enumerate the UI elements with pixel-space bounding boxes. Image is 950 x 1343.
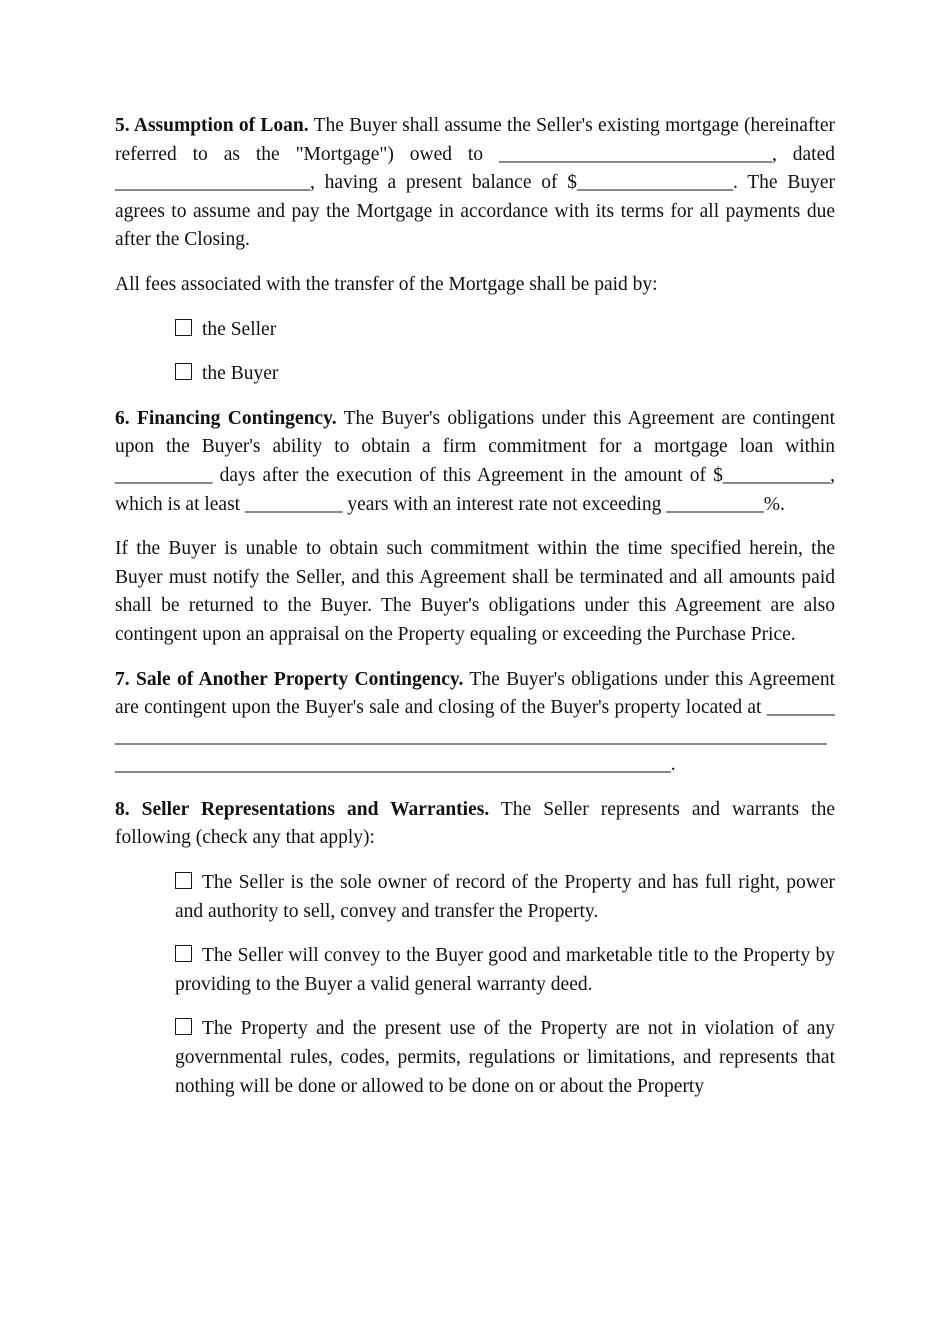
section-6-paragraph	[115, 405, 835, 519]
fees-option-seller-label: the Seller	[202, 318, 277, 340]
warranty-item-no-violation	[175, 1015, 835, 1101]
section-7-body: The Buyer's obligations under this Agreement are contingent upon the Buyer's sale and closing of the Buyer's property located at	[115, 668, 836, 719]
checkbox-unchecked-icon[interactable]	[175, 319, 192, 336]
checkbox-unchecked-icon[interactable]	[175, 872, 192, 889]
section-7-period: .	[670, 754, 676, 776]
warranty-item-no-violation-text: The Property and the present use of the Property are not in violation of any governmental rules, codes, permits, regulations or limitations, and represents that nothing will be done or allowed to be done on or about the Property	[175, 1018, 835, 1097]
checkbox-unchecked-icon[interactable]	[175, 363, 192, 380]
fees-intro-paragraph: All fees associated with the transfer of the Mortgage shall be paid by:	[115, 273, 658, 295]
checkbox-unchecked-icon[interactable]	[175, 945, 192, 962]
section-7-address-blank: _________________________________________________________________________________________________________________________________________	[115, 697, 835, 776]
section-5-paragraph	[115, 112, 835, 255]
warranty-item-sole-owner-text: The Seller is the sole owner of record of the Property and has full right, power and authority to sell, convey and transfer the Property.	[175, 872, 835, 922]
section-6-body: The Buyer's obligations under this Agreement are contingent upon the Buyer's ability to obtain a firm commitment for a mortgage loan within __________ days after the execution of this Agreement in the amount of $___________, which is at least __________ years with an interest rate not exceeding __________%.	[115, 407, 835, 515]
warranty-item-marketable-title	[175, 942, 835, 999]
section-5-heading: 5. Assumption of Loan.	[115, 115, 309, 136]
section-6-heading: 6. Financing Contingency.	[115, 407, 337, 429]
warranty-item-marketable-title-text: The Seller will convey to the Buyer good and marketable title to the Property by providing to the Buyer a valid general warranty deed.	[175, 945, 835, 995]
fees-option-seller[interactable]	[175, 316, 835, 345]
section-5-body: The Buyer shall assume the Seller's existing mortgage (hereinafter referred to as the "Mortgage") owed to ____________________________, dated ____________________, having a present balance of $________________. The Buyer agrees to assume and pay the Mortgage in accordance with its terms for all payments due after the Closing.	[115, 115, 835, 251]
section-7-paragraph	[115, 666, 835, 780]
warranty-item-sole-owner	[175, 869, 835, 926]
section-8-body: The Seller represents and warrants the following (check any that apply):	[115, 798, 835, 849]
fees-option-buyer-label: the Buyer	[202, 363, 279, 385]
fees-option-buyer[interactable]	[175, 360, 835, 389]
section-6-second-paragraph: If the Buyer is unable to obtain such commitment within the time specified herein, the Buyer must notify the Seller, and this Agreement shall be terminated and all amounts paid shall be returned to the Buyer. The Buyer's obligations under this Agreement are also contingent upon an appraisal on the Property equaling or exceeding the Purchase Price.	[115, 538, 835, 645]
section-8-paragraph	[115, 796, 835, 853]
checkbox-unchecked-icon[interactable]	[175, 1018, 192, 1035]
section-7-heading: 7. Sale of Another Property Contingency.	[115, 668, 464, 690]
section-8-heading: 8. Seller Representations and Warranties.	[115, 798, 490, 820]
